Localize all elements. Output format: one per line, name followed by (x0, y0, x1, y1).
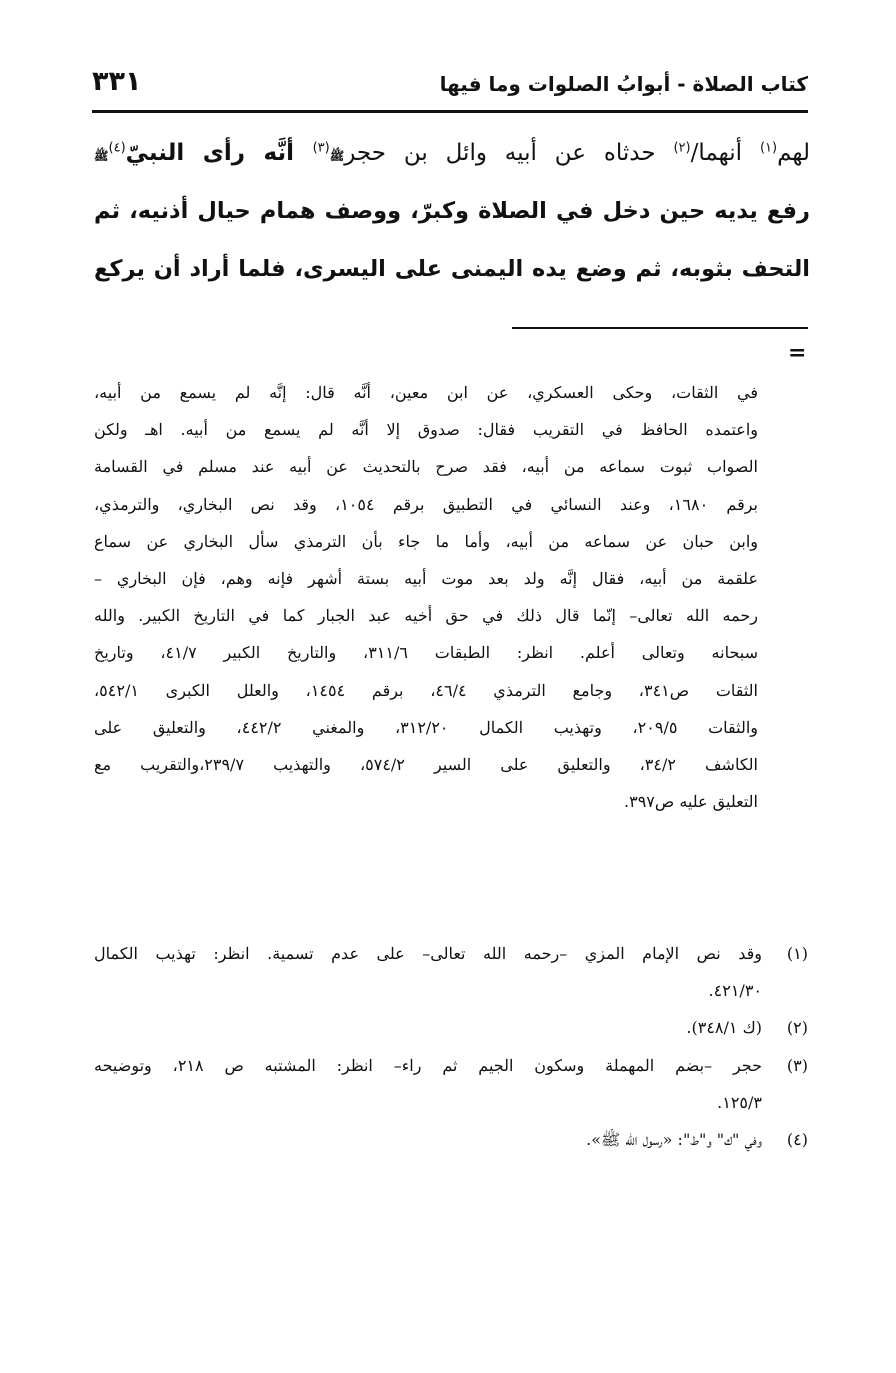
footnote-line: التعليق عليه ص٣٩٧. (624, 792, 758, 812)
footnote-4 (94, 1121, 808, 1158)
footnote-line: في الثقات، وحكى العسكري، عن ابن معين، أنَّه قال: إنَّه لم يسمع من أبيه، (94, 383, 758, 402)
footnote-ref-2: (٢) (673, 140, 691, 156)
footnote-ref-3: (٣) (312, 140, 330, 156)
footnote-number: (٢) (786, 1018, 808, 1038)
footnote-line: واعتمده الحافظ في التقريب فقال: صدوق إلا أنَّه لم يسمع من أبيه. اهـ ولكن (94, 420, 759, 440)
footnote-ref-4: (٤) (108, 140, 126, 156)
main-line-1-part-b: أنهما/ (690, 140, 760, 166)
footnote-line: وفي "ك" و"ط": «رسول الله ﷺ». (586, 1129, 762, 1149)
footnote-line: الكاشف ٣٤/٢، والتعليق على السير ٥٧٤/٢، والتهذيب ٢٣٩/٧،والتقريب مع (94, 754, 758, 774)
footnote-line: ٤٢١/٣٠. (708, 981, 762, 1001)
main-line-1-part-d: أنَّه رأى النبيّ (125, 140, 313, 166)
honorific-mark-2: ﷺ (94, 149, 109, 163)
footnote-line: (ك ٣٤٨/١). (686, 1018, 762, 1038)
main-line-1-part-c: حدثاه عن أبيه وائل بن حجر (344, 140, 674, 166)
footnote-line: سبحانه وتعالى أعلم. انظر: الطبقات ٣١١/٦، والتاريخ الكبير ٤١/٧، وتاريخ (94, 643, 758, 663)
header-rule (92, 110, 808, 113)
footnote-line: علقمة من أبيه، فقال إنَّه ولد بعد موت أبيه بستة أشهر فإنه وهم، فإن البخاري – (94, 568, 759, 588)
main-line-2: رفع يديه حين دخل في الصلاة وكبرّ، ووصف همام حيال أذنيه، ثم (94, 198, 810, 224)
footnote-line: وقد نص الإمام المزي –رحمه الله تعالى– على عدم تسمية. انظر: تهذيب الكمال (94, 944, 762, 963)
footnote-2 (94, 1009, 808, 1046)
footnote-line: برقم ١٦٨٠، وعند النسائي في التطبيق برقم ١٠٥٤، وقد نص البخاري، والترمذي، (94, 494, 759, 514)
footnote-number: (٤) (786, 1129, 808, 1149)
running-header (92, 68, 808, 108)
header-title: كتاب الصلاة - أبوابُ الصلوات وما فيها (439, 72, 808, 96)
main-line-1-start: لهم (777, 140, 810, 166)
footnote-line: الثقات ص٣٤١، وجامع الترمذي ٤٦/٤، برقم ١٤٥٤، والعلل الكبرى ٥٤٢/١، (94, 680, 759, 700)
footnote-line: وابن حبان عن سماعه من أبيه، وأما ما جاء بأن الترمذي سأل البخاري عن سماع (94, 531, 758, 551)
footnote-continuation-mark: = (788, 340, 807, 366)
footnote-line: الصواب ثبوت سماعه من أبيه، فقد صرح بالتحديث عن أبيه عند مسلم في القسامة (94, 457, 758, 477)
footnote-number: (١) (786, 944, 808, 963)
footnotes-list (94, 935, 808, 1158)
footnote-number: (٣) (786, 1055, 808, 1075)
footnote-1 (94, 935, 808, 1009)
footnote-line: والثقات ٢٠٩/٥، وتهذيب الكمال ٣١٢/٢٠، والمغني ٤٤٢/٢، والتعليق على (94, 717, 758, 737)
page-number: ٣٣١ (92, 66, 142, 97)
footnote-separator (512, 327, 808, 329)
footnote-continued (94, 374, 808, 820)
footnote-line: حجر –بضم المهملة وسكون الجيم ثم راء– انظر: المشتبه ص ٢١٨، وتوضيحه (94, 1055, 763, 1075)
main-line-3: التحف بثوبه، ثم وضع يده اليمنى على اليسرى، فلما أراد أن يركع (94, 256, 810, 282)
footnote-ref-1: (١) (759, 140, 778, 156)
honorific-mark-1: ﷺ (329, 149, 345, 163)
main-line-1 (94, 124, 810, 182)
hadith-text (94, 124, 810, 298)
footnote-line: رحمه الله تعالى– إنّما قال ذلك في حق أخيه عبد الجبار كما في التاريخ الكبير. والله (94, 606, 759, 626)
footnote-line: ١٢٥/٣. (717, 1092, 762, 1112)
footnote-3 (94, 1047, 808, 1121)
